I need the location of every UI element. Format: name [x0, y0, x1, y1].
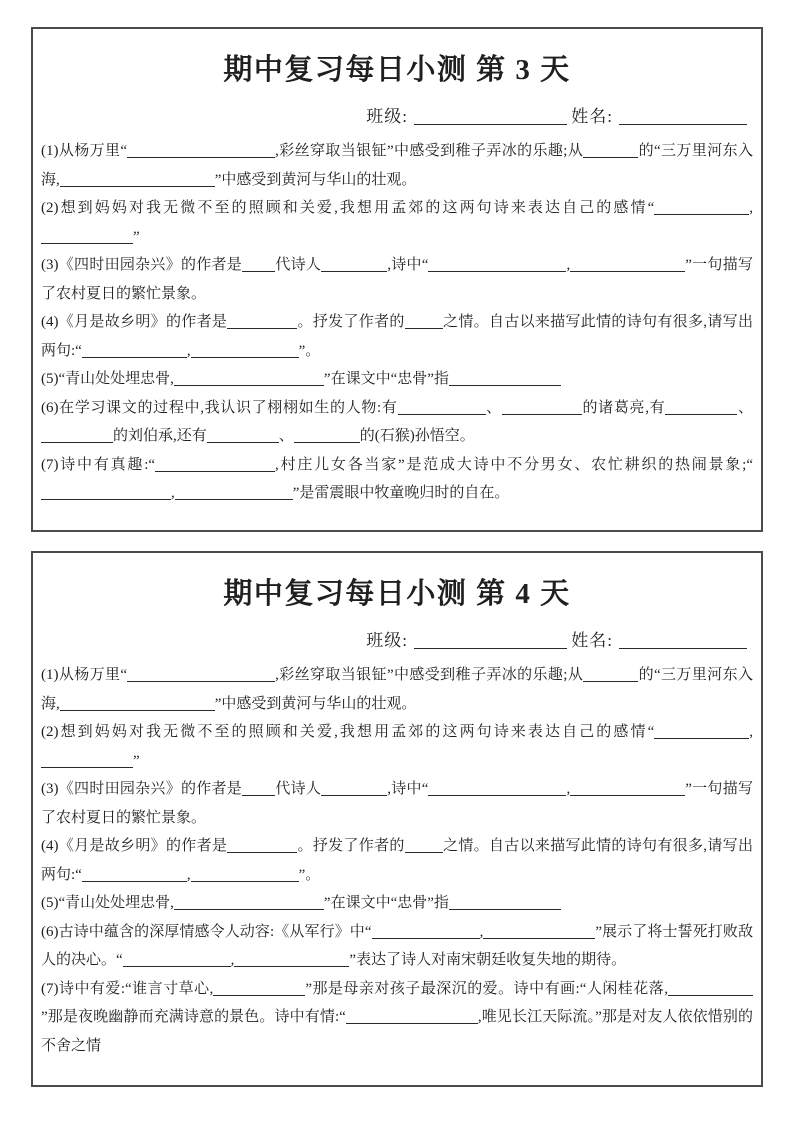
question-text: 的“三万里河东入海,: [41, 143, 753, 188]
question-text: ”在课文中“忠骨”指: [323, 895, 449, 911]
question-text: 。抒发了作者的: [297, 838, 405, 854]
question-text: ,: [749, 200, 753, 216]
name-blank-line: [619, 112, 747, 125]
question-item: [41, 975, 753, 1061]
question-text: (6)在学习课文的过程中,我认识了栩栩如生的人物:有: [41, 399, 398, 416]
fill-blank: [41, 430, 113, 443]
question-text: 的刘伯承,还有: [113, 428, 207, 444]
question-text: 的“三万里河东入海,: [41, 667, 753, 712]
question-text: (1)从杨万里“: [41, 143, 128, 159]
worksheet-day3: [31, 27, 763, 532]
question-text: 、: [485, 399, 502, 416]
fill-blank: [405, 840, 443, 853]
fill-blank: [405, 316, 443, 329]
fill-blank: [346, 1011, 478, 1024]
question-text: 的(石猴)孙悟空。: [359, 428, 475, 444]
question-text: (1)从杨万里“: [41, 667, 128, 683]
name-label: 姓名:: [571, 107, 613, 126]
fill-blank: [60, 174, 215, 187]
question-text: (5)“青山处处埋忠骨,: [41, 371, 174, 387]
question-text: ,彩丝穿取当银钲”中感受到稚子弄冰的乐趣;从: [275, 143, 584, 159]
question-text: ”。: [298, 866, 321, 883]
fill-blank: [234, 954, 349, 967]
fill-blank: [82, 869, 187, 882]
question-text: ”那是母亲对孩子最深沉的爱。诗中有画:“人闲桂花落,: [305, 980, 668, 997]
fill-blank: [191, 345, 299, 358]
fill-blank: [174, 373, 324, 386]
fill-blank: [583, 145, 638, 158]
name-blank-line: [619, 636, 747, 649]
question-text: (4)《月是故乡明》的作者是: [41, 838, 228, 854]
fill-blank: [398, 402, 486, 415]
question-text: (4)《月是故乡明》的作者是: [41, 314, 228, 330]
question-text: ”在课文中“忠骨”指: [323, 371, 449, 387]
student-info-line-day3: [33, 102, 761, 127]
question-text: ,: [171, 485, 175, 501]
question-text: ”。: [298, 342, 321, 359]
question-text: ”一句描写了农村夏日的繁忙景象。: [41, 781, 753, 826]
fill-blank: [654, 726, 749, 739]
question-text: ,彩丝穿取当银钲”中感受到稚子弄冰的乐趣;从: [275, 667, 584, 683]
fill-blank: [175, 487, 293, 500]
worksheet-day4: [31, 551, 763, 1087]
fill-blank: [82, 345, 187, 358]
fill-blank: [41, 755, 133, 768]
sheet-title-day4: 期中复习每日小测 第 4 天: [223, 578, 571, 610]
name-label: 姓名:: [571, 631, 613, 650]
question-text: ”中感受到黄河与华山的壮观。: [214, 695, 417, 712]
class-blank-line: [414, 636, 567, 649]
question-text: 、: [737, 399, 753, 416]
question-text: ”中感受到黄河与华山的壮观。: [214, 171, 417, 188]
fill-blank: [372, 926, 480, 939]
question-text: 的诸葛亮,有: [581, 399, 666, 416]
question-text: ,: [566, 781, 571, 797]
question-text: 之情。自古以来描写此情的诗句有很多,请写出两句:“: [41, 838, 753, 883]
fill-blank: [668, 983, 753, 996]
sheet-title-day3: 期中复习每日小测 第 3 天: [223, 54, 571, 86]
fill-blank: [174, 897, 324, 910]
question-text: ”展示了将士誓死打败敌人的决心。“: [41, 923, 753, 968]
fill-blank: [570, 783, 685, 796]
question-text: (6)古诗中蕴含的深厚情感令人动容:《从军行》中“: [41, 923, 372, 940]
fill-blank: [665, 402, 737, 415]
question-item: [41, 394, 753, 451]
fill-blank: [502, 402, 582, 415]
class-label: 班级:: [366, 631, 409, 650]
questions-day3: [33, 137, 761, 508]
question-text: ,诗中“: [387, 781, 429, 797]
question-text: (3)《四时田园杂兴》的作者是: [41, 257, 243, 273]
question-text: 。抒发了作者的: [297, 314, 405, 330]
question-item: [41, 251, 753, 308]
fill-blank: [428, 259, 566, 272]
question-text: ,: [566, 257, 571, 273]
fill-blank: [123, 954, 231, 967]
fill-blank: [570, 259, 685, 272]
fill-blank: [483, 926, 595, 939]
question-text: ”: [133, 228, 140, 245]
question-text: 、: [278, 428, 294, 444]
question-item: [41, 194, 753, 251]
question-text: ,: [749, 724, 753, 740]
fill-blank: [41, 231, 133, 244]
question-text: (5)“青山处处埋忠骨,: [41, 895, 174, 911]
fill-blank: [242, 259, 275, 272]
fill-blank: [428, 783, 566, 796]
fill-blank: [227, 316, 297, 329]
question-item: [41, 365, 753, 394]
question-item: [41, 661, 753, 718]
question-text: ,: [230, 952, 235, 968]
question-text: (7)诗中有真趣:“: [41, 456, 156, 473]
question-item: [41, 832, 753, 889]
question-text: 之情。自古以来描写此情的诗句有很多,请写出两句:“: [41, 314, 753, 359]
fill-blank: [449, 897, 561, 910]
fill-blank: [321, 783, 387, 796]
question-item: [41, 889, 753, 918]
question-item: [41, 775, 753, 832]
student-info-line-day4: [33, 626, 761, 651]
class-label: 班级:: [366, 107, 409, 126]
fill-blank: [127, 669, 275, 682]
class-blank-line: [414, 112, 567, 125]
fill-blank: [191, 869, 299, 882]
question-item: [41, 918, 753, 975]
fill-blank: [213, 983, 305, 996]
question-text: ,诗中“: [387, 257, 429, 273]
question-text: ”是雷震眼中牧童晚归时的自在。: [292, 485, 510, 501]
fill-blank: [294, 430, 360, 443]
question-item: [41, 451, 753, 508]
question-text: ,唯见长江天际流。”那是对友人依依惜别的不舍之情: [41, 1009, 753, 1054]
question-text: ,村庄儿女各当家”是范成大诗中不分男女、农忙耕织的热闹景象;“: [275, 456, 753, 473]
question-text: ,: [479, 923, 484, 940]
fill-blank: [60, 698, 215, 711]
questions-day4: [33, 661, 761, 1060]
fill-blank: [449, 373, 561, 386]
question-text: ”: [133, 752, 140, 769]
fill-blank: [127, 145, 275, 158]
question-text: ,: [186, 866, 191, 883]
question-text: ,: [186, 342, 191, 359]
question-text: (3)《四时田园杂兴》的作者是: [41, 781, 243, 797]
question-text: ”一句描写了农村夏日的繁忙景象。: [41, 257, 753, 302]
fill-blank: [583, 669, 638, 682]
question-text: (7)诗中有爱:“谁言寸草心,: [41, 980, 214, 997]
question-item: [41, 137, 753, 194]
question-item: [41, 718, 753, 775]
question-text: ”表达了诗人对南宋朝廷收复失地的期待。: [349, 952, 627, 968]
question-text: (2)想到妈妈对我无微不至的照顾和关爱,我想用孟郊的这两句诗来表达自己的感情“: [41, 724, 655, 740]
fill-blank: [242, 783, 275, 796]
fill-blank: [654, 202, 749, 215]
question-item: [41, 308, 753, 365]
question-text: (2)想到妈妈对我无微不至的照顾和关爱,我想用孟郊的这两句诗来表达自己的感情“: [41, 200, 655, 216]
fill-blank: [227, 840, 297, 853]
question-text: 代诗人: [275, 781, 322, 797]
fill-blank: [41, 487, 171, 500]
fill-blank: [155, 459, 275, 472]
question-text: ”那是夜晚幽静而充满诗意的景色。诗中有情:“: [41, 1009, 346, 1025]
fill-blank: [321, 259, 387, 272]
fill-blank: [207, 430, 279, 443]
question-text: 代诗人: [275, 257, 322, 273]
